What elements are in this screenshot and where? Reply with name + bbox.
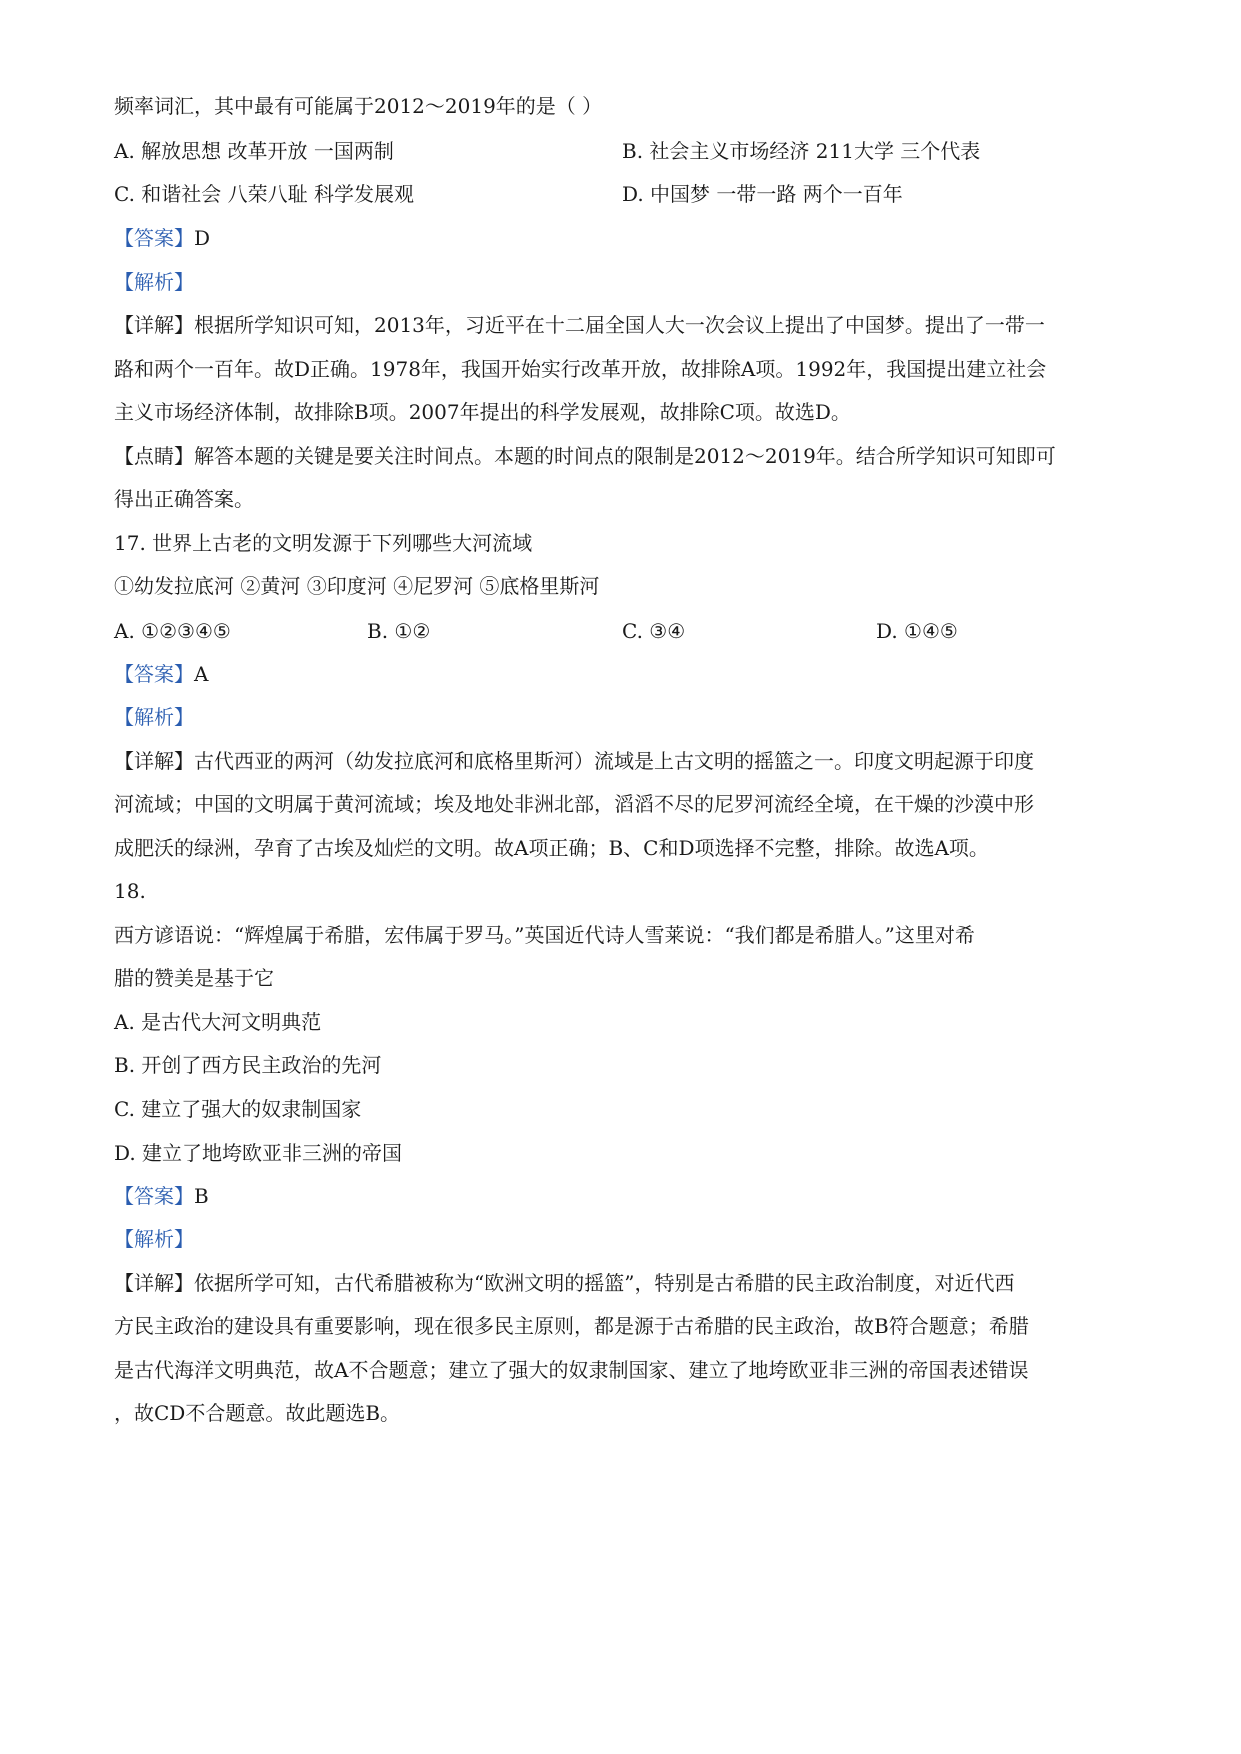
q18-number: 18. (114, 879, 146, 903)
q18-detail-line-4: ，故CD不合题意。故此题选B。 (114, 1401, 401, 1425)
q18-stem-line-2: 腊的赞美是基于它 (114, 966, 274, 990)
detail-tag: 【详解】 (114, 749, 194, 773)
q18-detail-line-3: 是古代海洋文明典范，故A不合题意；建立了强大的奴隶制国家、建立了地垮欧亚非三洲的帝国表述错误 (114, 1358, 1029, 1382)
answer-value: D (194, 226, 211, 250)
tip-text: 解答本题的关键是要关注时间点。本题的时间点的限制是2012～2019年。结合所学知识可知即可 (194, 444, 1056, 468)
analysis-tag: 【解析】 (114, 1227, 194, 1251)
q16-stem-tail: 频率词汇，其中最有可能属于2012～2019年的是（ ） (114, 94, 603, 118)
q16-tip-line-1 (114, 442, 1056, 470)
answer-tag: 【答案】 (114, 662, 194, 686)
answer-tag: 【答案】 (114, 226, 194, 250)
q17-analysis-tag (114, 703, 194, 731)
detail-text: 根据所学知识可知，2013年，习近平在十二届全国人大一次会议上提出了中国梦。提出了一带一 (194, 313, 1045, 337)
q18-detail-line-2: 方民主政治的建设具有重要影响，现在很多民主原则，都是源于古希腊的民主政治，故B符合题意；希腊 (114, 1314, 1029, 1338)
q18-analysis-tag (114, 1225, 194, 1253)
q16-detail-line-1 (114, 311, 1045, 339)
q17-answer-line (114, 660, 208, 688)
answer-value: B (194, 1184, 209, 1208)
analysis-tag: 【解析】 (114, 705, 194, 729)
q16-option-d: D. 中国梦 一带一路 两个一百年 (622, 182, 903, 206)
detail-text: 古代西亚的两河（幼发拉底河和底格里斯河）流域是上古文明的摇篮之一。印度文明起源于印度 (194, 749, 1034, 773)
q18-option-c: C. 建立了强大的奴隶制国家 (114, 1097, 362, 1121)
q18-answer-line (114, 1182, 209, 1210)
q17-option-a: A. ①②③④⑤ (114, 619, 231, 643)
q18-option-b: B. 开创了西方民主政治的先河 (114, 1053, 382, 1077)
q16-tip-line-2: 得出正确答案。 (114, 487, 254, 511)
q17-detail-line-2: 河流域；中国的文明属于黄河流域；埃及地处非洲北部，滔滔不尽的尼罗河流经全境，在干燥的沙漠中形 (114, 792, 1034, 816)
q17-option-b: B. ①② (367, 619, 431, 643)
q16-analysis-tag (114, 268, 194, 296)
q18-detail-line-1 (114, 1269, 1014, 1297)
q17-items: ①幼发拉底河 ②黄河 ③印度河 ④尼罗河 ⑤底格里斯河 (114, 574, 600, 598)
q17-option-c: C. ③④ (622, 619, 686, 643)
q16-detail-line-2: 路和两个一百年。故D正确。1978年，我国开始实行改革开放，故排除A项。1992年，我国提出建立社会 (114, 357, 1047, 381)
tip-tag: 【点睛】 (114, 444, 194, 468)
answer-tag: 【答案】 (114, 1184, 194, 1208)
q18-stem-line-1: 西方谚语说：“辉煌属于希腊，宏伟属于罗马。”英国近代诗人雪莱说：“我们都是希腊人。”这里对希 (114, 923, 975, 947)
q16-option-a: A. 解放思想 改革开放 一国两制 (114, 139, 394, 163)
detail-tag: 【详解】 (114, 1271, 194, 1295)
q17-detail-line-1 (114, 747, 1034, 775)
q17-detail-line-3: 成肥沃的绿洲，孕育了古埃及灿烂的文明。故A项正确；B、C和D项选择不完整，排除。故选A项。 (114, 836, 989, 860)
detail-text: 依据所学可知，古代希腊被称为“欧洲文明的摇篮”，特别是古希腊的民主政治制度，对近代西 (194, 1271, 1015, 1295)
q16-answer-line (114, 224, 210, 252)
q17-option-d: D. ①④⑤ (876, 619, 958, 643)
q16-option-b: B. 社会主义市场经济 211大学 三个代表 (622, 139, 981, 163)
q17-stem: 17. 世界上古老的文明发源于下列哪些大河流域 (114, 531, 533, 555)
detail-tag: 【详解】 (114, 313, 194, 337)
q18-option-a: A. 是古代大河文明典范 (114, 1010, 322, 1034)
q18-option-d: D. 建立了地垮欧亚非三洲的帝国 (114, 1141, 403, 1165)
q16-option-c: C. 和谐社会 八荣八耻 科学发展观 (114, 182, 415, 206)
answer-value: A (194, 662, 209, 686)
analysis-tag: 【解析】 (114, 270, 194, 294)
q16-detail-line-3: 主义市场经济体制，故排除B项。2007年提出的科学发展观，故排除C项。故选D。 (114, 400, 851, 424)
